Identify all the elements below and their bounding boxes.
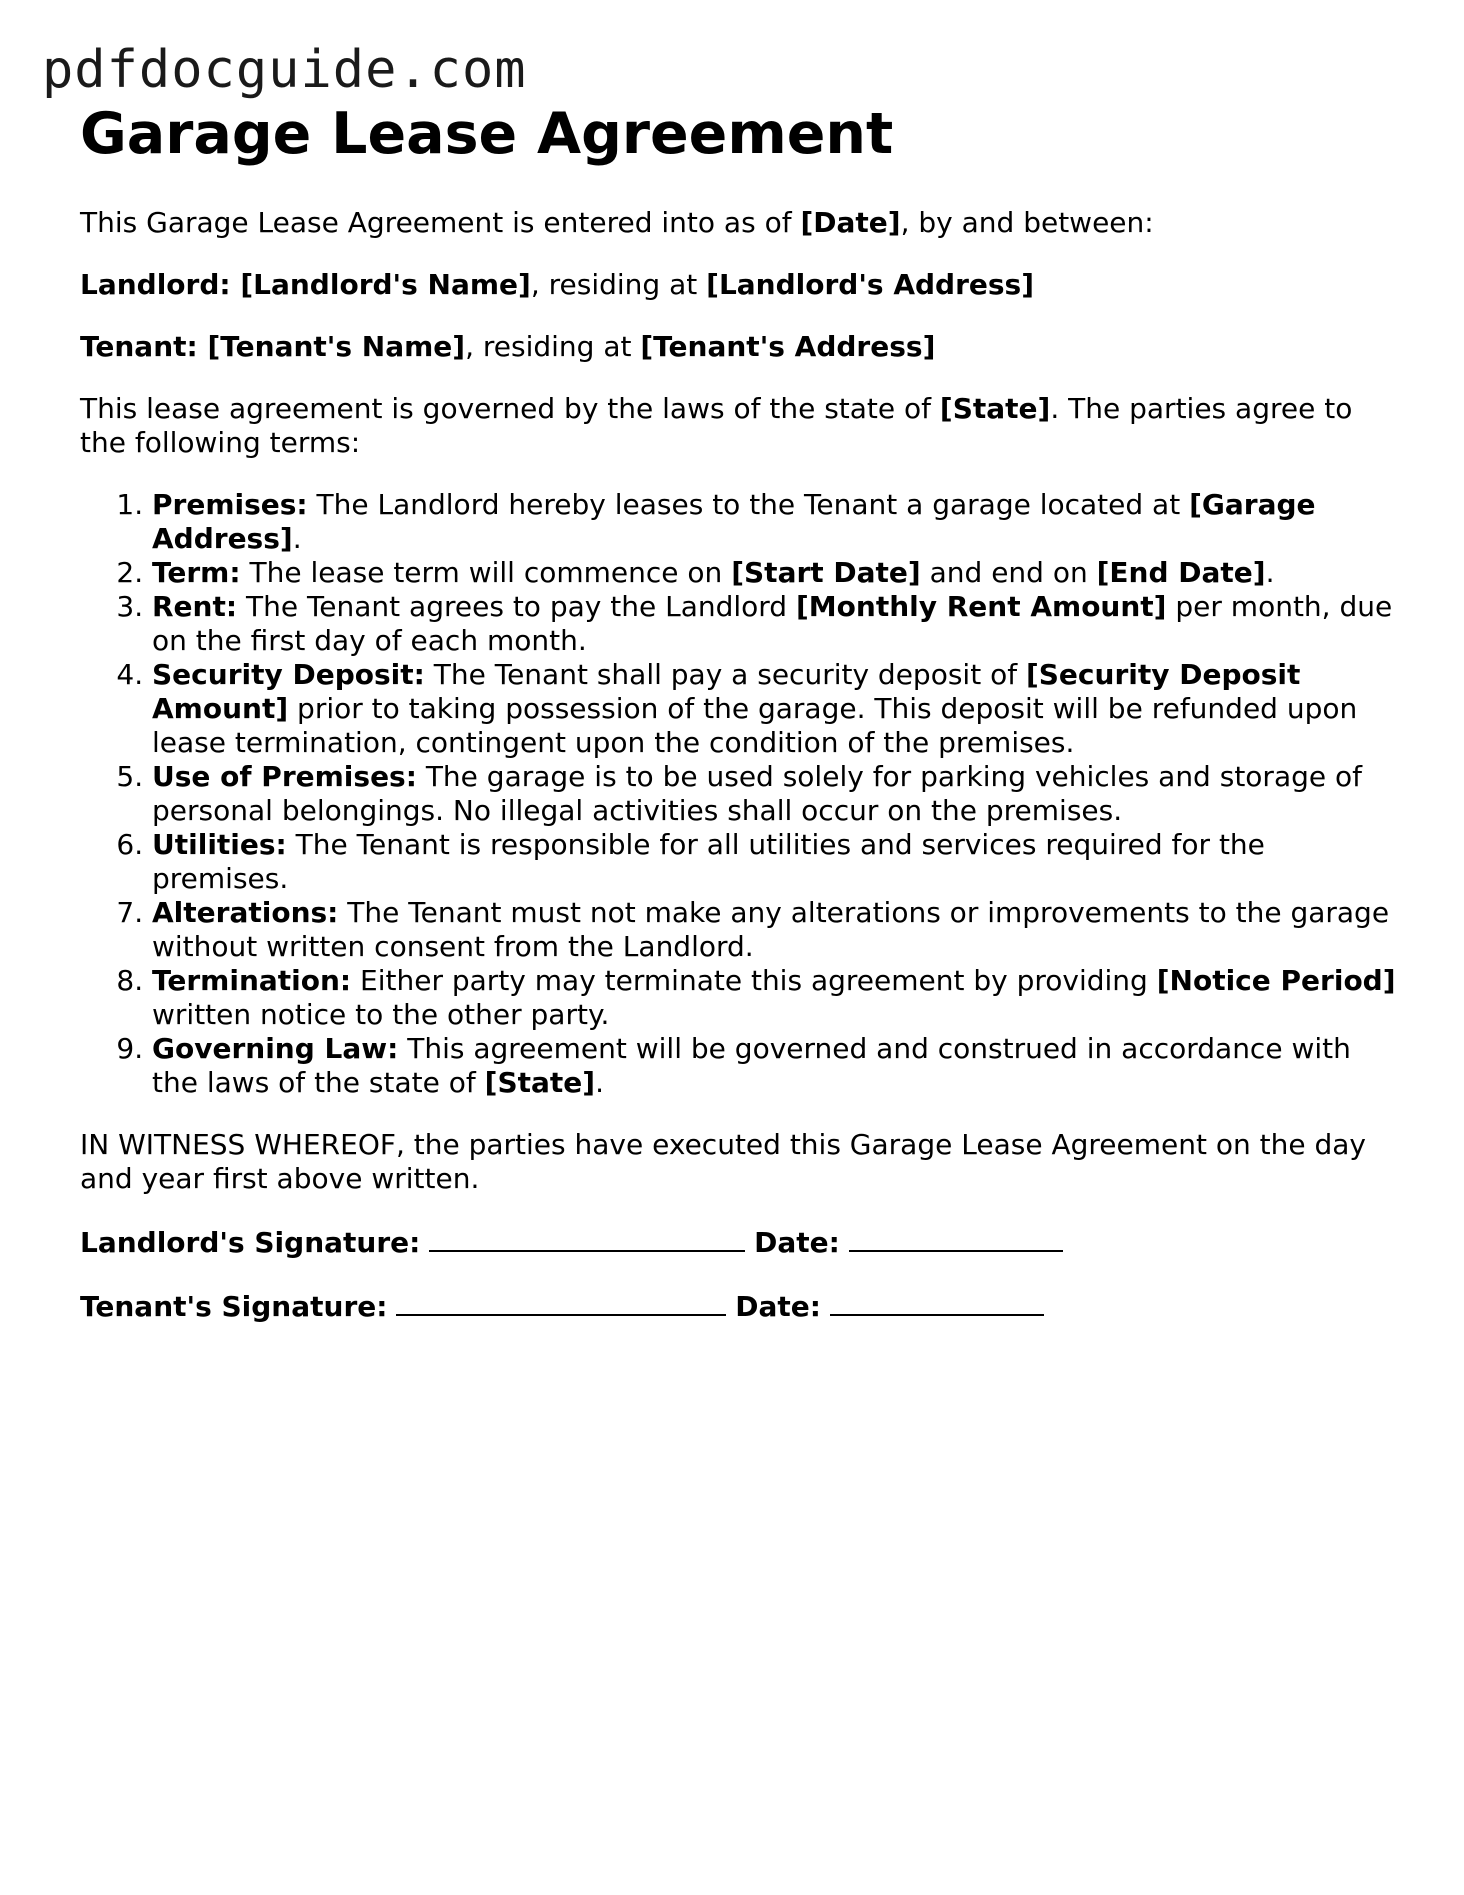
watermark: pdfdocguide.com <box>42 40 527 100</box>
term-text: The Landlord hereby leases to the Tenant a garage located at <box>307 488 1190 522</box>
term-title: Premises: <box>152 488 308 522</box>
term-title: Use of Premises: <box>152 760 417 794</box>
term-placeholder: [Start Date] <box>731 556 921 590</box>
term-item <box>152 590 1400 658</box>
tenant-date-label: Date: <box>735 1290 821 1324</box>
term-text: written notice to the other party. <box>152 998 610 1032</box>
term-text: The lease term will commence on <box>240 556 732 590</box>
term-text: prior to taking possession of the garage. This deposit will be refunded upon lease termination, contingent upon the condition of the premises. <box>152 692 1358 760</box>
tenant-mid: , residing at <box>465 330 641 364</box>
document-body <box>80 100 1400 1352</box>
tenant-address-placeholder: [Tenant's Address] <box>640 330 936 364</box>
landlord-address-placeholder: [Landlord's Address] <box>706 268 1035 302</box>
terms-list <box>80 488 1400 1100</box>
term-text: . <box>292 522 302 556</box>
landlord-signature-label: Landlord's Signature: <box>80 1226 421 1260</box>
intro-text: This Garage Lease Agreement is entered into as of <box>80 206 801 240</box>
term-title: Security Deposit: <box>152 658 425 692</box>
governing-text: This lease agreement is governed by the laws of the state of <box>80 392 940 426</box>
landlord-date-field[interactable] <box>849 1224 1063 1252</box>
term-title: Utilities: <box>152 828 287 862</box>
tenant-date-field[interactable] <box>830 1288 1044 1316</box>
term-text: . <box>595 1066 604 1100</box>
term-title: Rent: <box>152 590 238 624</box>
term-text: The Tenant agrees to pay the Landlord <box>237 590 796 624</box>
term-placeholder: [Security Deposit Amount] <box>152 658 1301 726</box>
landlord-line <box>80 268 1400 302</box>
term-item <box>152 658 1400 760</box>
term-placeholder: [Notice Period] <box>1156 964 1396 998</box>
term-placeholder: [Garage Address] <box>152 488 1316 556</box>
term-text: The Tenant shall pay a security deposit of <box>424 658 1026 692</box>
term-title: Termination: <box>152 964 352 998</box>
term-item <box>152 964 1400 1032</box>
governing-paragraph <box>80 392 1400 460</box>
intro-text-end: , by and between: <box>900 206 1154 240</box>
witness-paragraph: IN WITNESS WHEREOF, the parties have executed this Garage Lease Agreement on the day and year first above written. <box>80 1128 1366 1196</box>
tenant-line <box>80 330 1400 364</box>
term-text: and end on <box>920 556 1097 590</box>
term-text: The garage is to be used solely for parking vehicles and storage of personal belongings. No illegal activities shall occur on the premises. <box>152 760 1362 828</box>
term-item <box>152 760 1400 828</box>
term-item <box>152 488 1400 556</box>
term-text: The Tenant is responsible for all utilities and services required for the premises. <box>152 828 1265 896</box>
landlord-signature-line <box>80 1224 1400 1260</box>
term-item <box>152 1032 1400 1100</box>
term-item <box>152 828 1400 896</box>
governing-state-placeholder: [State] <box>939 392 1051 426</box>
tenant-signature-line <box>80 1288 1400 1324</box>
term-placeholder: [State] <box>484 1066 596 1100</box>
term-text: The Tenant must not make any alterations or improvements to the garage without written consent from the Landlord. <box>152 896 1390 964</box>
landlord-mid: , residing at <box>530 268 707 302</box>
tenant-label: Tenant: [Tenant's Name] <box>80 330 466 364</box>
landlord-date-label: Date: <box>754 1226 840 1260</box>
term-item <box>152 896 1400 964</box>
term-text: . <box>1265 556 1275 590</box>
tenant-signature-field[interactable] <box>396 1288 726 1316</box>
term-title: Alterations: <box>152 896 339 930</box>
term-text: This agreement will be governed and construed in accordance with the laws of the state of <box>152 1032 1351 1100</box>
term-text: Either party may terminate this agreement by providing <box>351 964 1157 998</box>
landlord-signature-field[interactable] <box>429 1224 745 1252</box>
term-placeholder: [End Date] <box>1096 556 1266 590</box>
term-title: Governing Law: <box>152 1032 399 1066</box>
landlord-label: Landlord: [Landlord's Name] <box>80 268 531 302</box>
intro-paragraph <box>80 206 1400 240</box>
page-title: Garage Lease Agreement <box>80 101 894 167</box>
term-item <box>152 556 1400 590</box>
governing-text-end: . The parties agree to the following terms: <box>80 392 1353 460</box>
term-title: Term: <box>152 556 241 590</box>
term-placeholder: [Monthly Rent Amount] <box>795 590 1167 624</box>
intro-date-placeholder: [Date] <box>800 206 901 240</box>
tenant-signature-label: Tenant's Signature: <box>80 1290 388 1324</box>
term-text: per month, due on the first day of each month. <box>152 590 1393 658</box>
